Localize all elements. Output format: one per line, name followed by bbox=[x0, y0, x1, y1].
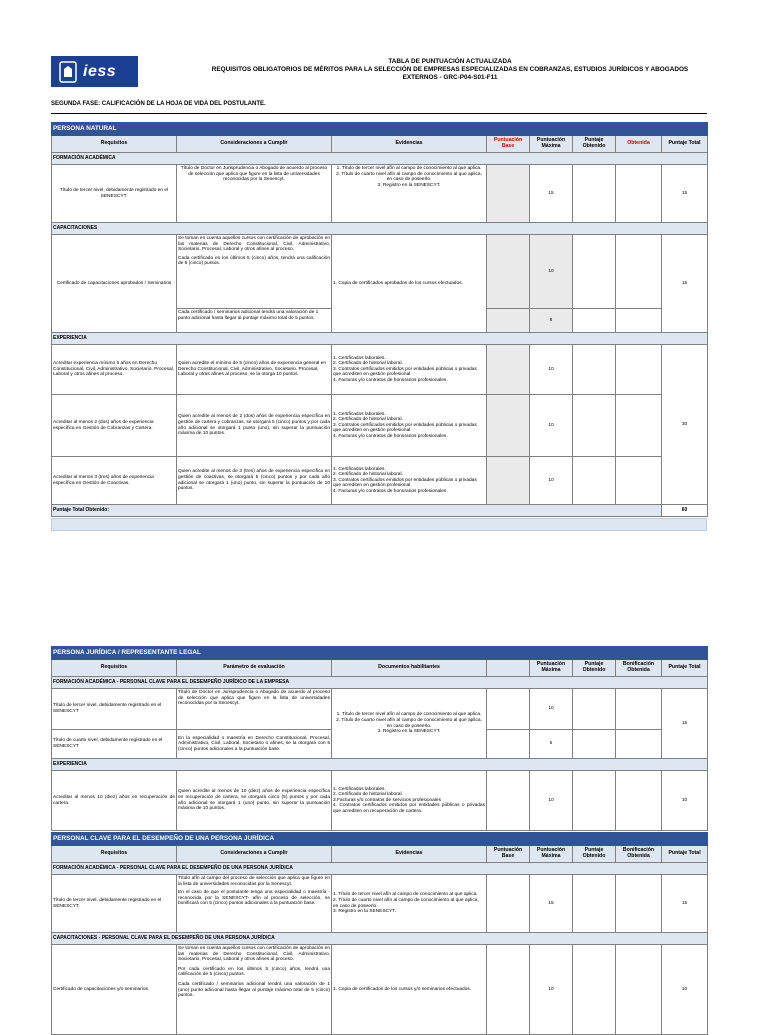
ev-cell bbox=[332, 875, 487, 933]
table-row bbox=[52, 395, 708, 457]
max-score: 10 bbox=[530, 457, 573, 505]
ev-line: 4. Facturas y/o contratos de honorarios profesionales. bbox=[333, 488, 448, 494]
req-cell: Acreditar al menos 10 (diez) años en recuperación de cartera. bbox=[52, 771, 177, 831]
score-cell[interactable] bbox=[487, 771, 530, 831]
req-cell: Acreditar al menos 3 (tres) años de experiencia específica en Gestión de Coactivas. bbox=[52, 457, 177, 505]
ev-line: 4. Facturas y/o contratos de honorarios profesionales. bbox=[333, 377, 448, 383]
section-label: FORMACIÓN ACADÉMICA - PERSONAL CLAVE PARA EL DESEMPEÑO JURÍDICO DE LA EMPRESA bbox=[52, 677, 708, 689]
cons-cell: Quien acredite el mínimo de 5 (cinco) años de experiencia general en Derecho Constitucional, Civil, Administrativo, Societario, Procesal, Laboral y otras afines al proceso, se la otorga 10 puntos. bbox=[177, 345, 332, 395]
req-cell: Título de tercer nivel, debidamente registrado en el SENESCYT. bbox=[52, 875, 177, 933]
table-row bbox=[52, 165, 708, 223]
cons-cell: Quien acredite al menos de 3 (tres) años de experiencia específica en gestión de coactivas, se otorgará 5 (cinco) puntos y por cada año adicional se otorgará 1 (uno) punto, sin superar la puntuación de 10 puntos. bbox=[177, 457, 332, 505]
score-cell[interactable] bbox=[616, 345, 662, 395]
score-cell[interactable] bbox=[573, 345, 616, 395]
col-header bbox=[487, 660, 530, 677]
score-cell[interactable] bbox=[616, 235, 662, 309]
score-cell[interactable] bbox=[573, 730, 616, 759]
cons-cell: Cada certificado / seminarios adicional tendrá una valoración de 1 punto adicional hasta llegar al puntaje máximo total de 5 puntos. bbox=[177, 309, 332, 333]
document-title bbox=[150, 58, 750, 82]
section-label: CAPACITACIONES - PERSONAL CLAVE PARA EL DESEMPEÑO DE UNA PERSONA JURÍDICA bbox=[52, 933, 708, 945]
table-persona-juridica bbox=[51, 646, 708, 831]
total-score: 15 bbox=[662, 875, 708, 933]
col-header: Puntaje Obtenido bbox=[573, 846, 616, 863]
score-cell[interactable] bbox=[487, 395, 530, 457]
col-header: Consideraciones a Cumplir bbox=[177, 846, 332, 863]
table-footer-band bbox=[51, 518, 707, 531]
score-cell[interactable] bbox=[573, 689, 616, 730]
score-cell[interactable] bbox=[487, 165, 530, 223]
ev-line: 3. Registro en la SENESCYT. bbox=[377, 729, 441, 735]
col-header: Puntaje Total bbox=[662, 660, 708, 677]
req-cell: Título de tercer nivel, debidamente registrado en el SENESCYT. bbox=[52, 165, 177, 223]
ev-line: 1. Certificados laborales. bbox=[333, 355, 386, 361]
iess-logo bbox=[51, 56, 138, 87]
table-row bbox=[52, 945, 708, 1035]
table-personal-clave bbox=[51, 832, 708, 1035]
score-cell[interactable] bbox=[616, 165, 662, 223]
section-bar: PERSONA NATURAL bbox=[52, 123, 708, 136]
section-label: EXPERIENCIA bbox=[52, 333, 708, 345]
total-value: 60 bbox=[662, 505, 708, 517]
ev-line: 1. Título de tercer nivel afín al campo de conocimiento al que aplica. bbox=[333, 892, 478, 898]
score-cell[interactable] bbox=[573, 309, 616, 333]
col-header: Puntuación Máxima bbox=[530, 660, 573, 677]
cons-line: Cada certificado en los últimos 5 (cinco) años, tendrá una calificación de 5 (cinco) puntos. bbox=[178, 255, 330, 267]
section-bar: PERSONAL CLAVE PARA EL DESEMPEÑO DE UNA PERSONA JURÍDICA bbox=[52, 833, 708, 846]
req-cell: Acreditar al menos 2 (dos) años de experiencia específica en Gestión de Cobranzas y Cartera. bbox=[52, 395, 177, 457]
cons-cell: Título de Doctor en Jurisprudencia o Abogado de acuerdo al proceso de selección que aplica que figure en la lista de universidades reconocidas por la Senescyt. bbox=[177, 165, 332, 223]
ev-line: 3. Registro en la SENESCYT. bbox=[377, 182, 441, 188]
score-cell[interactable] bbox=[573, 457, 616, 505]
col-header: Requisitos bbox=[52, 846, 177, 863]
max-score: 15 bbox=[530, 165, 573, 223]
cons-cell: En la especialidad o maestría en Derecho Constitucional, Procesal, Administrativo, Civil, Laboral, Societario o afines, se la otorgará con 5 (cinco) puntos adicionales a la puntuación base. bbox=[177, 730, 332, 759]
max-score: 10 bbox=[530, 395, 573, 457]
ev-cell bbox=[332, 165, 487, 223]
cons-cell bbox=[177, 875, 332, 933]
table-row bbox=[52, 457, 708, 505]
ev-cell: 1. Copia de certificados de los cursos y/o seminarios efectuados. bbox=[332, 945, 487, 1035]
ev-cell: 1. Copia de certificados aprobados de los cursos efectuados. bbox=[332, 235, 487, 333]
title-line-1: TABLA DE PUNTUACIÓN ACTUALIZADA bbox=[388, 58, 512, 65]
col-header: Requisitos bbox=[52, 136, 177, 153]
section-label: FORMACIÓN ACADÉMICA bbox=[52, 153, 708, 165]
total-row bbox=[52, 505, 708, 517]
cons-cell: Quien acredite al menos de 10 (diez) años de experiencia específica en recuperación de cartera, se otorgará cinco (5) puntos y por cada año adicional se otorgará 1 (uno) punto, sin superar la puntuación máxima de 10 puntos. bbox=[177, 771, 332, 831]
score-cell[interactable] bbox=[487, 235, 530, 309]
table-row bbox=[52, 235, 708, 309]
table-row bbox=[52, 345, 708, 395]
section-label: CAPACITACIONES bbox=[52, 223, 708, 235]
title-line-2: REQUISITOS OBLIGATORIOS DE MÉRITOS PARA LA SELECCIÓN DE EMPRESAS ESPECIALIZADAS EN COBRANZAS, ESTUDIOS JURÍDICOS Y ABOGADOS bbox=[211, 66, 689, 73]
ev-line: 2. Título de cuarto nivel afín al campo de conocimiento al que aplica, en caso de poseerlo. bbox=[336, 171, 482, 183]
col-header: Evidencias bbox=[332, 136, 487, 153]
ev-line: 1. Título de tercer nivel afín al campo de conocimiento al que aplica. bbox=[336, 166, 482, 171]
max-score: 10 bbox=[530, 235, 573, 309]
score-cell[interactable] bbox=[573, 875, 616, 933]
section-bar: PERSONA JURÍDICA / REPRESENTANTE LEGAL bbox=[52, 647, 708, 660]
cons-cell: Título de Doctor en Jurisprudencia o Abogado de acuerdo al proceso de selección que aplica que figure en la lista de universidades reconocidas por la Senescyt. bbox=[177, 689, 332, 730]
score-cell[interactable] bbox=[616, 457, 662, 505]
ev-line: 2. Certificado de historial laboral. bbox=[333, 472, 403, 478]
score-cell[interactable] bbox=[573, 771, 616, 831]
col-header: Bonificación Obtenida bbox=[616, 846, 662, 863]
ev-line: 1. Certificados laborales. bbox=[333, 466, 386, 472]
ev-line: 4. Contratos certificados emitidos por entidades públicas o privadas que acrediten en recuperación de cartera. bbox=[333, 803, 485, 814]
max-score: 10 bbox=[530, 345, 573, 395]
max-score: 5 bbox=[530, 730, 573, 759]
ev-cell bbox=[332, 345, 487, 395]
score-cell[interactable] bbox=[616, 945, 662, 1035]
score-cell[interactable] bbox=[616, 730, 662, 759]
score-cell[interactable] bbox=[616, 771, 662, 831]
max-score: 10 bbox=[530, 771, 573, 831]
cons-cell bbox=[177, 945, 332, 1035]
cons-line: Se toman en cuenta aquellos cursos con certificación de aprobación en las materias de Derecho Constitucional, Civil, Administrativo, Societario, Procesal, Laboral y otros afines al proceso. bbox=[178, 946, 330, 963]
col-header: Puntaje Obtenido bbox=[573, 660, 616, 677]
ev-line: 1. Certificados laborales. bbox=[333, 786, 386, 792]
score-cell[interactable] bbox=[487, 689, 530, 730]
cons-cell: Quien acredite al menos de 2 (dos) años de experiencia específica en gestión de cartera y cobranzas, se otorgará 5 (cinco) puntos y por cada año adicional se otorgará 1 punto (uno), sin superar la puntuación máxima de 10 puntos. bbox=[177, 395, 332, 457]
score-cell[interactable] bbox=[487, 730, 530, 759]
cons-line: Título afín al campo del proceso de selección que aplica que figure en la lista de universidades reconocidas por la Senescyt. bbox=[178, 876, 330, 887]
total-score: 15 bbox=[662, 165, 708, 223]
score-cell[interactable] bbox=[487, 945, 530, 1035]
col-header: Puntuación Máxima bbox=[530, 136, 573, 153]
section-label: EXPERIENCIA bbox=[52, 759, 708, 771]
col-header: Puntaje Total bbox=[662, 846, 708, 863]
section-label: FORMACIÓN ACADÉMICA - PERSONAL CLAVE PARA EL DESEMPEÑO DE UNA PERSONA JURÍDICA bbox=[52, 863, 708, 875]
col-header: Obtenida bbox=[616, 136, 662, 153]
ev-line: 1. Certificados laborales. bbox=[333, 411, 386, 417]
cons-cell bbox=[177, 235, 332, 309]
score-cell[interactable] bbox=[487, 875, 530, 933]
ev-line: 3. Contratos certificados emitidos por entidades públicas o privadas que acrediten en gestión profesional. bbox=[333, 422, 477, 434]
score-cell[interactable] bbox=[487, 309, 530, 333]
max-score: 10 bbox=[530, 689, 573, 730]
req-cell: Certificado de capacitaciones y/o seminarios. bbox=[52, 945, 177, 1035]
col-header: Consideraciones a Cumplir bbox=[177, 136, 332, 153]
ev-line: 2. Certificado de historial laboral. bbox=[333, 417, 403, 423]
score-cell[interactable] bbox=[573, 395, 616, 457]
table-row bbox=[52, 771, 708, 831]
score-cell[interactable] bbox=[616, 395, 662, 457]
ev-line: 2. Certificado de historial laboral. bbox=[333, 792, 403, 798]
score-cell[interactable] bbox=[487, 345, 530, 395]
col-header: Parámetro de evaluación bbox=[177, 660, 332, 677]
ev-cell bbox=[332, 457, 487, 505]
col-header: Puntuación Base bbox=[487, 846, 530, 863]
table-persona-natural bbox=[51, 122, 708, 517]
req-cell: Título de tercer nivel, debidamente registrado en el SENESCYT bbox=[52, 689, 177, 730]
iess-emblem-icon bbox=[59, 61, 77, 83]
divider bbox=[51, 113, 707, 114]
table-row bbox=[52, 875, 708, 933]
max-score: 5 bbox=[530, 309, 573, 333]
ev-line: 4. Facturas y/o contratos de honorarios profesionales. bbox=[333, 433, 448, 439]
score-cell[interactable] bbox=[573, 235, 616, 309]
ev-cell bbox=[332, 689, 487, 759]
ev-line: 2. Título de cuarto nivel afín al campo de conocimiento al que aplica, en caso de poseerlo. bbox=[333, 897, 479, 909]
col-header: Documentos habilitantes bbox=[332, 660, 487, 677]
ev-line: 3. Registro en la SENESCYT. bbox=[333, 909, 396, 915]
cons-line: Se toman en cuenta aquellos cursos con certificación de aprobación en las materias de Derecho Constitucional, Civil, Administrativo, Societario, Procesal, Laboral y otros afines al proceso. bbox=[178, 236, 330, 253]
req-cell: Título de cuarto nivel, debidamente registrado en el SENESCYT bbox=[52, 730, 177, 759]
total-label: Puntaje Total Obtenido: bbox=[52, 505, 662, 517]
table-row bbox=[52, 689, 708, 730]
req-cell: Certificado de capacitaciones aprobados / Seminarios bbox=[52, 235, 177, 333]
score-cell[interactable] bbox=[616, 875, 662, 933]
col-header: Puntaje Total bbox=[662, 136, 708, 153]
phase-title: SEGUNDA FASE: CALIFICACIÓN DE LA HOJA DE VIDA DEL POSTULANTE. bbox=[51, 101, 266, 107]
cons-line: En el caso de que el postulante tenga una especialidad o maestría -reconocida por la SENESCYT- afín al proceso de selección, se bonificará con 5 (cinco) puntos adicionales a la puntuación base. bbox=[178, 890, 330, 907]
logo-text: iess bbox=[83, 62, 117, 80]
cons-line: Por cada certificado en los últimos 5 (cinco) años, tendrá una calificación de 5 (cinco) puntos. bbox=[178, 966, 330, 978]
total-score: 10 bbox=[662, 945, 708, 1035]
score-cell[interactable] bbox=[573, 165, 616, 223]
col-header: Puntaje Obtenido bbox=[573, 136, 616, 153]
ev-line: 3. Contratos certificados emitidos por entidades públicas o privadas que acrediten en gestión profesional. bbox=[333, 477, 477, 489]
col-header: Evidencias bbox=[332, 846, 487, 863]
req-cell: Acreditar experiencia mínimo 5 años en Derecho Constitucional, Civil, Administrativo, Societario, Procesal, Laboral y otros afines al proceso. bbox=[52, 345, 177, 395]
total-score: 30 bbox=[662, 345, 708, 505]
ev-line: 1. Título de tercer nivel afín al campo de conocimiento al que aplica. bbox=[336, 712, 482, 718]
cons-line: Cada certificado / seminarios adicional tendrá una valoración de 1 (uno) punto adicional hasta llegar al puntaje máximo total de 5 (cinco) puntos. bbox=[178, 981, 330, 999]
max-score: 10 bbox=[530, 945, 573, 1035]
score-cell[interactable] bbox=[616, 309, 662, 333]
col-header: Bonificación Obtenida bbox=[616, 660, 662, 677]
col-header: Requisitos bbox=[52, 660, 177, 677]
max-score: 15 bbox=[530, 875, 573, 933]
ev-line: 3. Contratos certificados emitidos por entidades públicas o privadas que acrediten en gestión profesional. bbox=[333, 366, 477, 378]
title-line-3: EXTERNOS - GRC-P04-S01-F11 bbox=[402, 74, 498, 81]
total-score: 15 bbox=[662, 689, 708, 759]
ev-line: 2. Certificado de historial laboral. bbox=[333, 361, 403, 367]
ev-cell bbox=[332, 395, 487, 457]
ev-line: 3.Facturas y/o contratos de servicios profesionales bbox=[333, 797, 441, 803]
ev-line: 2. Título de cuarto nivel afín al campo de conocimiento al que aplica, en caso de poseerlo. bbox=[336, 717, 482, 729]
score-cell[interactable] bbox=[616, 689, 662, 730]
col-header: Puntuación Base bbox=[487, 136, 530, 153]
score-cell[interactable] bbox=[487, 457, 530, 505]
total-score: 10 bbox=[662, 771, 708, 831]
col-header: Puntuación Máxima bbox=[530, 846, 573, 863]
score-cell[interactable] bbox=[573, 945, 616, 1035]
total-score: 15 bbox=[662, 235, 708, 333]
ev-cell bbox=[332, 771, 487, 831]
